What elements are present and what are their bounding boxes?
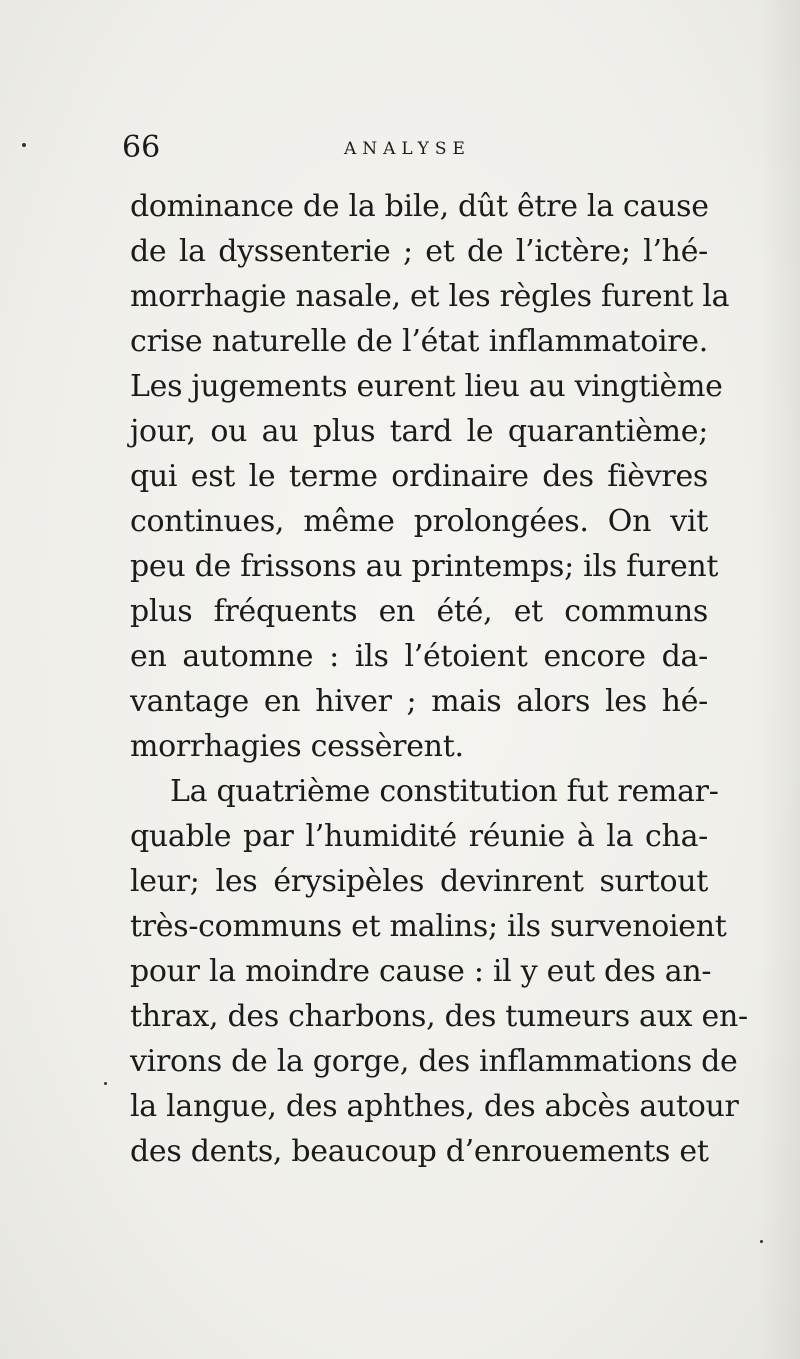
ink-speck (22, 143, 26, 147)
ink-speck (760, 1240, 763, 1243)
text-line: thrax, des charbons, des tumeurs aux en- (130, 999, 748, 1034)
text-line: en automne : ils l’étoient encore da- (130, 639, 708, 674)
text-line: leur; les érysipèles devinrent surtout (130, 864, 708, 899)
text-line-paragraph-start: La quatrième constitution fut remar- (170, 774, 719, 809)
running-head: ANALYSE (344, 139, 471, 159)
text-line: quable par l’humidité réunie à la cha- (130, 819, 708, 854)
text-line: très-communs et malins; ils survenoient (130, 909, 727, 944)
ink-speck (104, 1082, 107, 1085)
text-line: vantage en hiver ; mais alors les hé- (130, 684, 708, 719)
text-line-paragraph-end: morrhagies cessèrent. (130, 729, 464, 764)
text-line: plus fréquents en été, et communs (130, 594, 708, 629)
text-line: qui est le terme ordinaire des fièvres (130, 459, 708, 494)
text-line: des dents, beaucoup d’enrouements et (130, 1134, 709, 1169)
text-line: la langue, des aphthes, des abcès autour (130, 1089, 739, 1124)
text-line: de la dyssenterie ; et de l’ictère; l’hé- (130, 234, 708, 269)
page-edge-shadow (760, 0, 800, 1359)
page-header (122, 128, 712, 168)
text-line: peu de frissons au printemps; ils furent (130, 549, 719, 584)
text-line: pour la moindre cause : il y eut des an- (130, 954, 712, 989)
page-number: 66 (122, 130, 161, 165)
text-line: dominance de la bile, dût être la cause (130, 189, 709, 224)
text-line: morrhagie nasale, et les règles furent la (130, 279, 730, 314)
text-line: crise naturelle de l’état inflammatoire. (130, 324, 708, 359)
text-line: jour, ou au plus tard le quarantième; (130, 414, 708, 449)
text-line: continues, même prolongées. On vit (130, 504, 708, 539)
text-line: virons de la gorge, des inflammations de (130, 1044, 738, 1079)
body-text (130, 184, 748, 1174)
text-line: Les jugements eurent lieu au vingtième (130, 369, 723, 404)
